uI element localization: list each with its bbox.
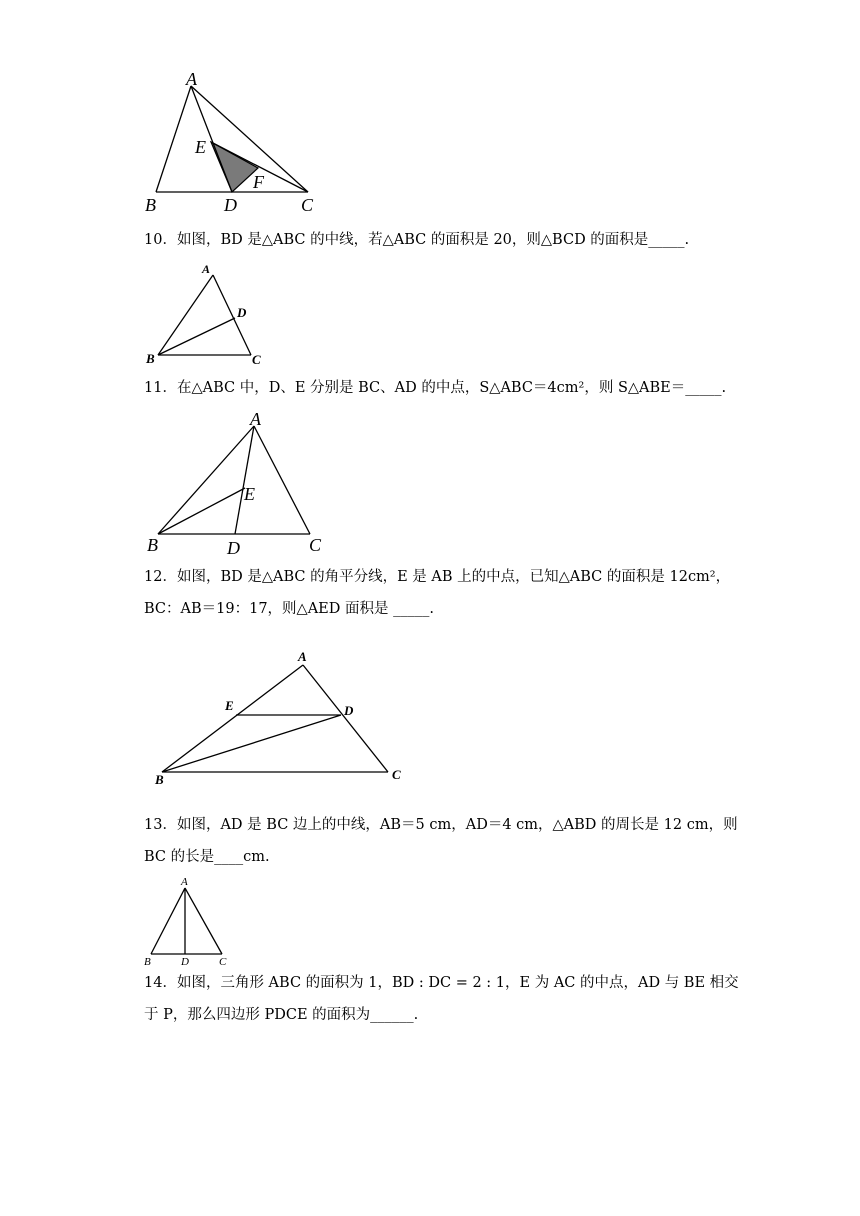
question-10-text: 10．如图，BD 是△ABC 的中线，若△ABC 的面积是 20，则△BCD 的面积是_____. bbox=[144, 232, 690, 248]
segment-ac bbox=[303, 665, 388, 772]
segment-ab bbox=[162, 665, 303, 772]
label-d: D bbox=[224, 195, 237, 215]
question-11 bbox=[144, 376, 727, 401]
label-b: B bbox=[155, 772, 164, 787]
segment-ab bbox=[156, 86, 191, 192]
label-c: C bbox=[392, 767, 401, 782]
label-d: D bbox=[237, 305, 247, 320]
question-12 bbox=[144, 565, 731, 622]
label-b: B bbox=[144, 956, 151, 968]
segment-ad bbox=[235, 426, 254, 534]
question-14-line-2: 于 P，那么四边形 PDCE 的面积为______. bbox=[144, 1007, 419, 1023]
segment-bd bbox=[158, 318, 235, 355]
figure-q13-triangle bbox=[140, 872, 240, 968]
question-13-line-2: BC 的长是____cm. bbox=[144, 849, 270, 865]
segment-ab bbox=[151, 888, 185, 954]
question-11-text: 11．在△ABC 中，D、E 分别是 BC、AD 的中点，S△ABC＝4cm²，则 S△ABE＝_____. bbox=[144, 380, 727, 396]
question-10 bbox=[144, 228, 724, 253]
question-12-line-2: BC：AB＝19：17，则△AED 面积是 _____. bbox=[144, 601, 434, 617]
segment-ab bbox=[158, 426, 254, 534]
figure-q10-triangle bbox=[140, 262, 280, 370]
label-d: D bbox=[344, 703, 354, 718]
label-b: B bbox=[145, 195, 156, 215]
figure-q11-triangle bbox=[140, 408, 340, 558]
label-c: C bbox=[219, 956, 227, 968]
label-b: B bbox=[147, 535, 158, 555]
question-12-line-1: 12．如图，BD 是△ABC 的角平分线，E 是 AB 上的中点，已知△ABC 的面积是 12cm²， bbox=[144, 569, 731, 585]
label-c: C bbox=[252, 352, 261, 367]
question-14-line-1: 14．如图，三角形 ABC 的面积为 1，BD : DC = 2 : 1，E 为 AC 的中点，AD 与 BE 相交 bbox=[144, 975, 739, 991]
question-14 bbox=[144, 971, 739, 1028]
figure-q12-triangle bbox=[140, 646, 420, 786]
segment-ac bbox=[254, 426, 310, 534]
label-a: A bbox=[186, 69, 197, 89]
label-c: C bbox=[309, 535, 322, 555]
label-a: A bbox=[250, 409, 261, 429]
label-e: E bbox=[244, 484, 255, 504]
label-a: A bbox=[181, 876, 188, 888]
label-f: F bbox=[253, 172, 264, 192]
label-a: A bbox=[298, 649, 307, 664]
shaded-triangle-edf bbox=[211, 142, 258, 192]
question-13 bbox=[144, 813, 738, 870]
label-d: D bbox=[227, 538, 240, 558]
label-c: C bbox=[301, 195, 314, 215]
segment-ab bbox=[158, 275, 213, 355]
segment-bd bbox=[162, 715, 341, 772]
question-13-line-1: 13．如图，AD 是 BC 边上的中线，AB＝5 cm，AD＝4 cm，△ABD 的周长是 12 cm，则 bbox=[144, 817, 738, 833]
segment-ac bbox=[185, 888, 222, 954]
label-e: E bbox=[195, 137, 206, 157]
label-d: D bbox=[181, 956, 189, 968]
label-e: E bbox=[225, 698, 234, 713]
segment-be bbox=[158, 488, 245, 534]
label-a: A bbox=[202, 262, 211, 276]
figure-q9-triangle bbox=[140, 69, 330, 222]
label-b: B bbox=[146, 351, 155, 366]
